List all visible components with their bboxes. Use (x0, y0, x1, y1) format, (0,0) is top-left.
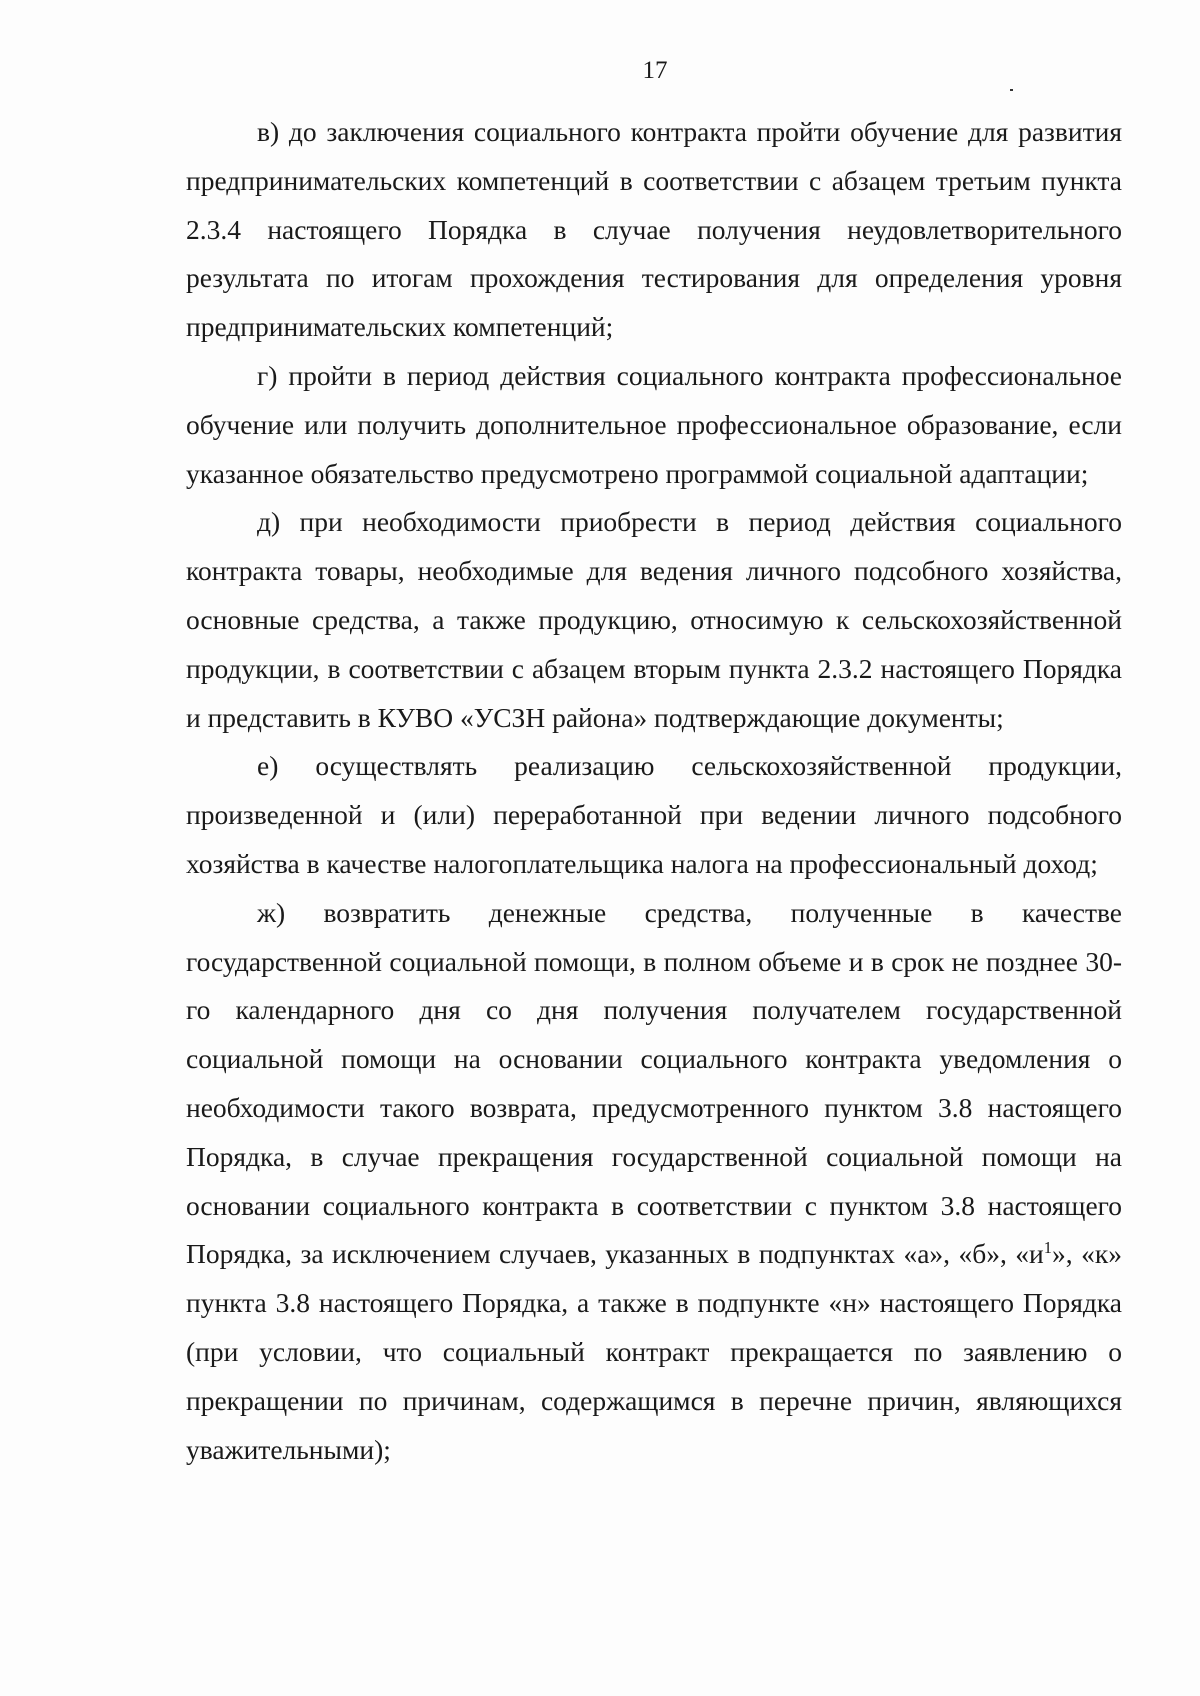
paragraph-zh-text-before: ж) возвратить денежные средства, полученные в качестве государственной социальной помощи, в полном объеме и в срок не позднее 30-го календарного дня со дня получения получателем государственной социальной помощи на основании социального контракта уведомления о необходимости такого возврата, предусмотренного пунктом 3.8 настоящего Порядка, в случае прекращения государственной социальной помощи на основании социального контракта в соответствии с пунктом 3.8 настоящего Порядка, за исключением случаев, указанных в подпунктах «а», «б», «и (186, 896, 1122, 1270)
paragraph-zh (186, 889, 1122, 1475)
paragraph-zh-text-after: », «к» пункта 3.8 настоящего Порядка, а также в подпункте «н» настоящего Порядка (при условии, что социальный контракт прекращается по заявлению о прекращении по причинам, содержащимся в перечне причин, являющихся уважительными); (186, 1238, 1122, 1465)
paragraph-v: в) до заключения социального контракта пройти обучение для развития предпринимательских компетенций в соответствии с абзацем третьим пункта 2.3.4 настоящего Порядка в случае получения неудовлетворительного результата по итогам прохождения тестирования для определения уровня предпринимательских компетенций; (186, 116, 1122, 343)
page-number: 17 (642, 57, 668, 84)
document-body (186, 108, 1122, 1474)
paragraph-e: е) осуществлять реализацию сельскохозяйственной продукции, произведенной и (или) переработанной при ведении личного подсобного хозяйства в качестве налогоплательщика налога на профессиональный доход; (186, 750, 1122, 879)
paragraph-d: д) при необходимости приобрести в период действия социального контракта товары, необходимые для ведения личного подсобного хозяйства, основные средства, а также продукцию, относимую к сельскохозяйственной продукции, в соответствии с абзацем вторым пункта 2.3.2 настоящего Порядка и представить в КУВО «УСЗН района» подтверждающие документы; (186, 506, 1122, 733)
paragraph-g: г) пройти в период действия социального контракта профессиональное обучение или получить дополнительное профессиональное образование, если указанное обязательство предусмотрено программой социальной адаптации; (186, 359, 1122, 489)
scan-speck (1010, 89, 1013, 91)
superscript-one: 1 (1043, 1238, 1053, 1258)
